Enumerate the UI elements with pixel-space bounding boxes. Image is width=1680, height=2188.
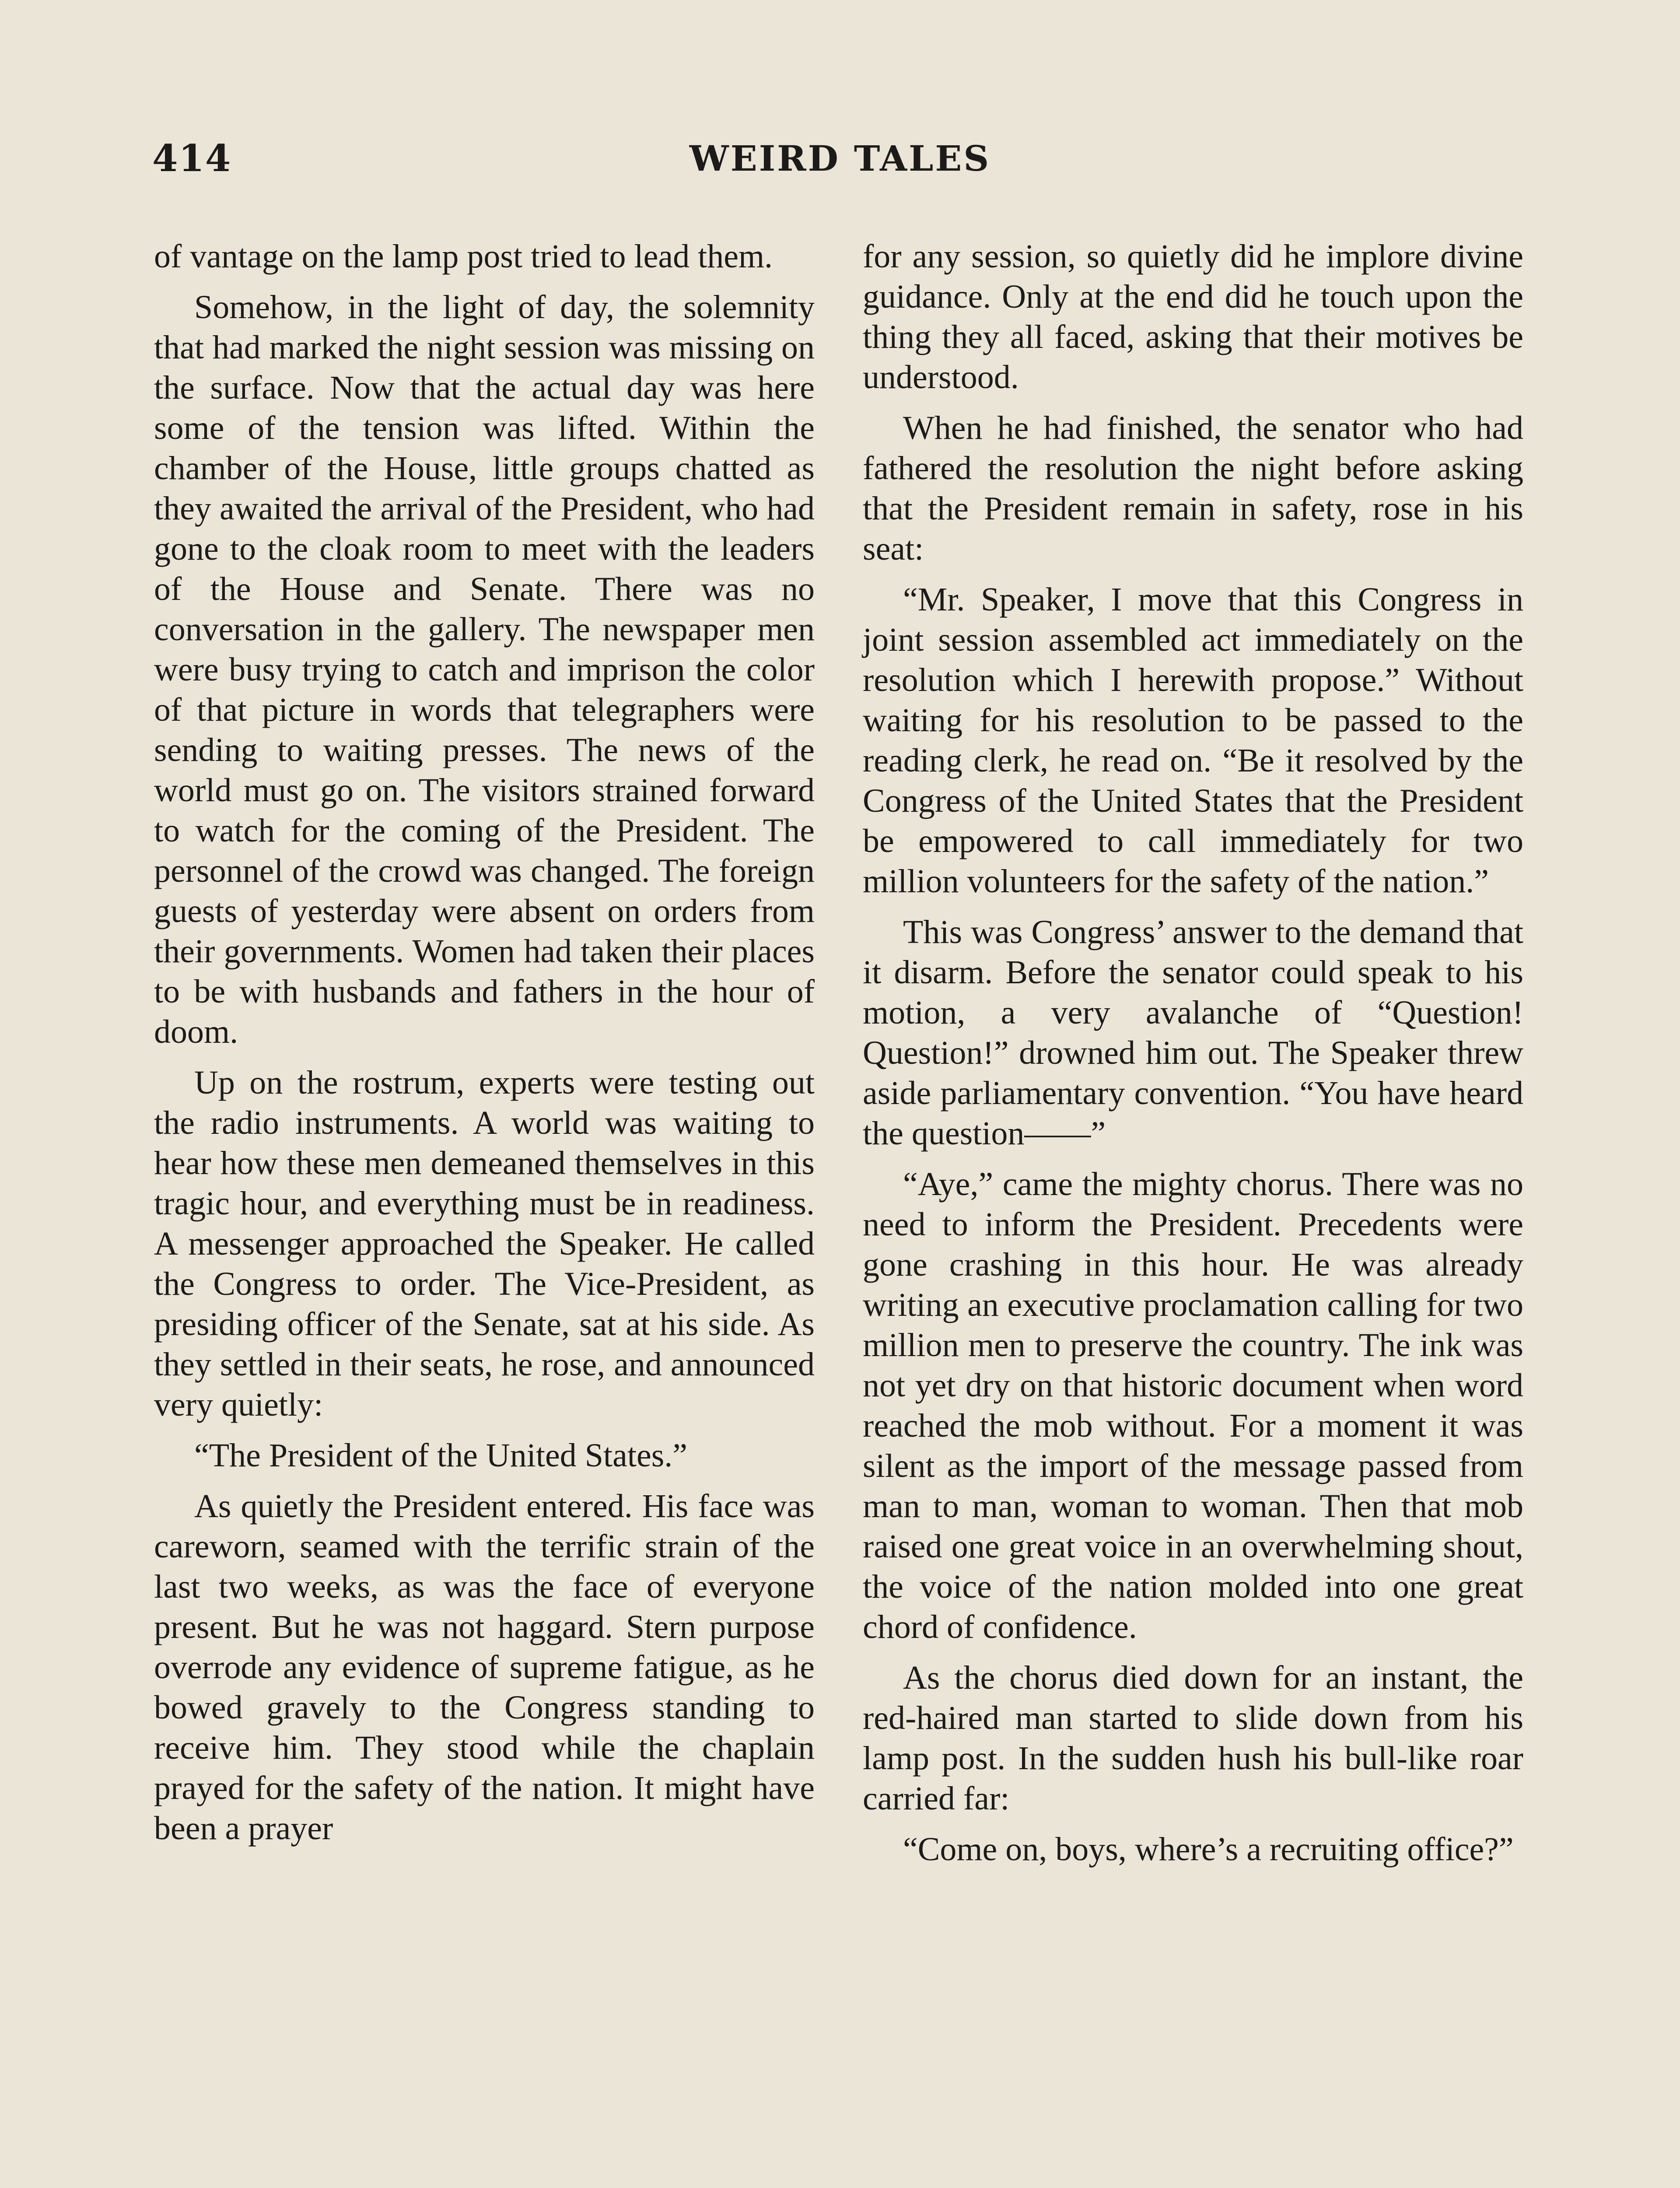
paragraph: Up on the rostrum, experts were testing out the radio instruments. A world was waiting to hear how these men demeaned themselves in this tragic hour, and everything must be in readiness. A messenger approached the Speaker. He called the Congress to order. The Vice-President, as presiding officer of the Senate, sat at his side. As they settled in their seats, he rose, and announced very quietly: xyxy=(154,1064,815,1423)
left-column xyxy=(154,236,815,1859)
paragraph: “Come on, boys, where’s a recruiting office?” xyxy=(903,1831,1514,1868)
paragraph: “The President of the United States.” xyxy=(194,1437,688,1474)
paragraph: “Aye,” came the mighty chorus. There was no need to inform the President. Precedents were gone crashing in this hour. He was already writing an executive proclamation calling for two million men to preserve the country. The ink was not yet dry on that historic document when word reached the mob without. For a moment it was silent as the import of the message passed from man to man, woman to woman. Then that mob raised one great voice in an overwhelming shout, the voice of the nation molded into one great chord of confidence. xyxy=(863,1166,1523,1645)
running-head: WEIRD TALES xyxy=(689,138,991,179)
paragraph: of vantage on the lamp post tried to lead them. xyxy=(154,238,773,275)
paragraph: As the chorus died down for an instant, the red-haired man started to slide down from his lamp post. In the sudden hush his bull-like roar carried far: xyxy=(863,1659,1523,1817)
right-column xyxy=(863,236,1523,1880)
paragraph: When he had finished, the senator who had fathered the resolution the night before asking that the President remain in safety, rose in his seat: xyxy=(863,410,1523,567)
paragraph: “Mr. Speaker, I move that this Congress in joint session assembled act immediately on the resolution which I herewith propose.” Without waiting for his resolution to be passed to the reading clerk, he read on. “Be it resolved by the Congress of the United States that the President be empowered to call immediately for two million volunteers for the safety of the nation.” xyxy=(863,581,1523,900)
paragraph: for any session, so quietly did he implore divine guidance. Only at the end did he touch upon the thing they all faced, asking that their motives be understood. xyxy=(863,238,1523,396)
paragraph: As quietly the President entered. His face was careworn, seamed with the terrific strain of the last two weeks, as was the face of everyone present. But he was not haggard. Stern purpose overrode any evidence of supreme fatigue, as he bowed gravely to the Congress standing to receive him. They stood while the chaplain prayed for the safety of the nation. It might have been a prayer xyxy=(154,1488,815,1847)
paragraph: This was Congress’ answer to the demand that it disarm. Before the senator could speak to his motion, a very avalanche of “Question! Question!” drowned him out. The Speaker threw aside parliamentary convention. “You have heard the question——” xyxy=(863,914,1523,1152)
paragraph: Somehow, in the light of day, the solemnity that had marked the night session was missing on the surface. Now that the actual day was here some of the tension was lifted. Within the chamber of the House, little groups chatted as they awaited the arrival of the President, who had gone to the cloak room to meet with the leaders of the House and Senate. There was no conversation in the gallery. The newspaper men were busy trying to catch and imprison the color of that picture in words that telegraphers were sending to waiting presses. The news of the world must go on. The visitors strained forward to watch for the coming of the President. The personnel of the crowd was changed. The foreign guests of yesterday were absent on orders from their governments. Women had taken their places to be with husbands and fathers in the hour of doom. xyxy=(154,289,815,1050)
page-number: 414 xyxy=(152,137,232,180)
